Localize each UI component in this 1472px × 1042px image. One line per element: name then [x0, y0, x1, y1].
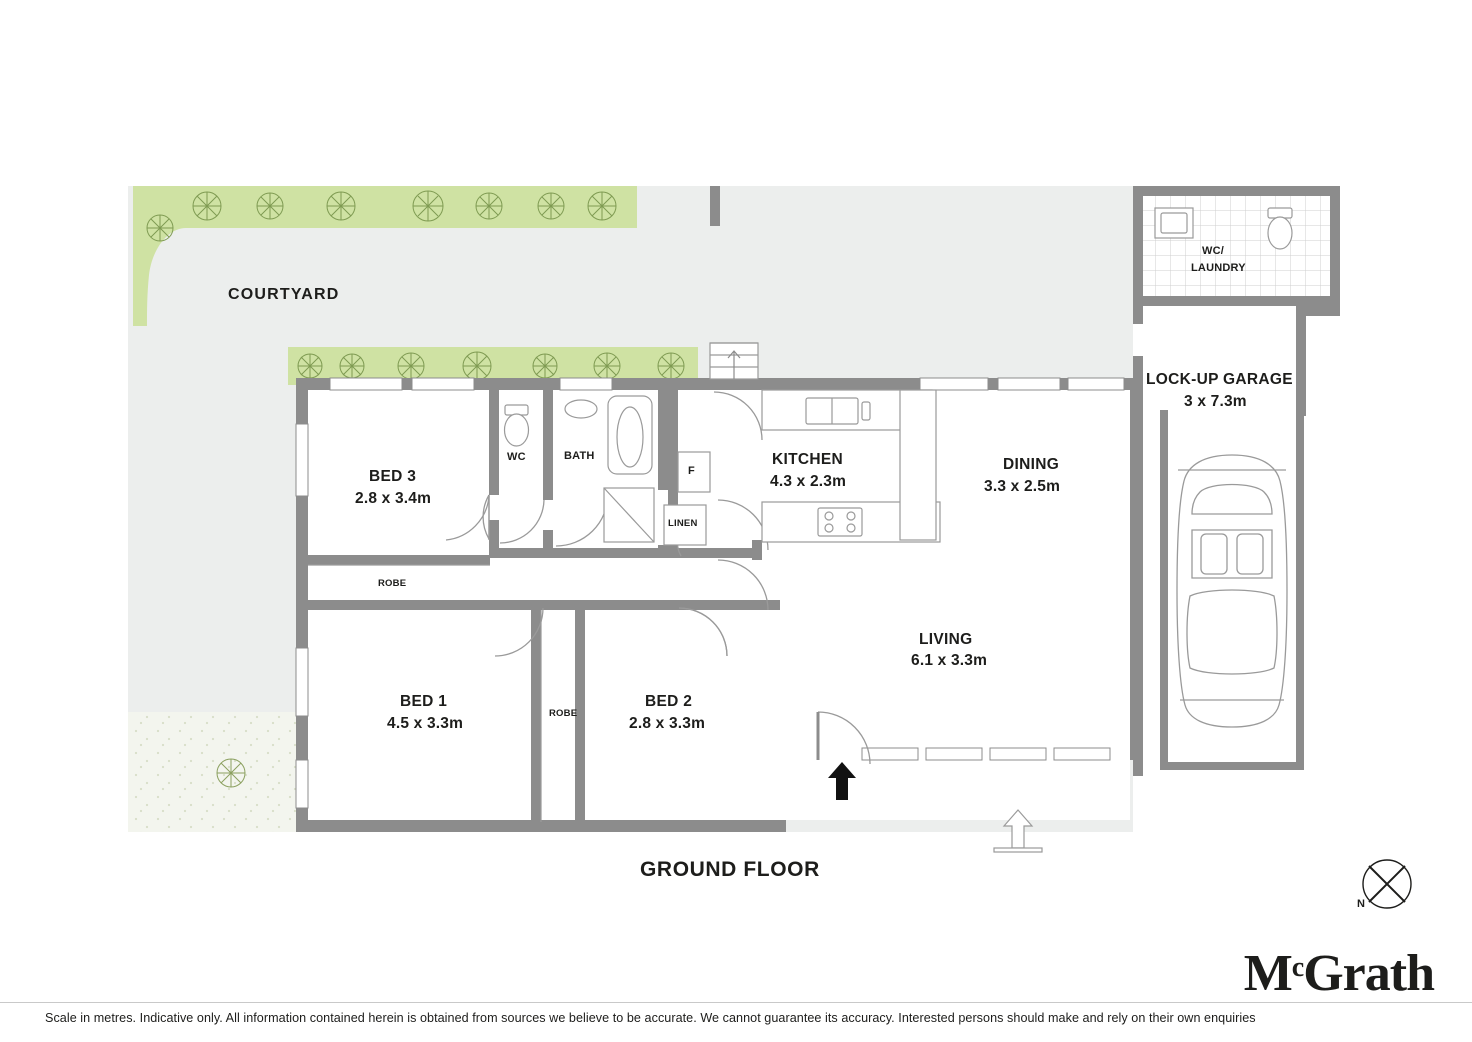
compass-icon: [1363, 860, 1411, 908]
wc-laundry-label-line2: LAUNDRY: [1191, 262, 1246, 274]
fridge-box: [678, 452, 710, 492]
fence-nub: [710, 186, 720, 226]
bath-label: BATH: [564, 450, 595, 462]
stair-arrow-icon: [710, 343, 758, 379]
tree-icon-paving: [217, 759, 245, 787]
dining-dim: 3.3 x 2.5m: [984, 478, 1061, 495]
living-label: LIVING: [919, 631, 973, 648]
kitchen-label: KITCHEN: [772, 451, 843, 468]
bed2-label: BED 2: [645, 693, 693, 710]
toilet-icon-wc: [505, 405, 529, 446]
wc-label: WC: [507, 451, 526, 463]
living-dim: 6.1 x 3.3m: [911, 652, 988, 669]
disclaimer-text: Scale in metres. Indicative only. All information contained herein is obtained from sources we believe to be accurate. We cannot guarantee its accuracy. Interested persons should make and rely on their own enquiries: [45, 1011, 1256, 1025]
courtyard-label: COURTYARD: [228, 286, 340, 303]
robe1-label: ROBE: [378, 578, 407, 589]
brand-logo: [1244, 944, 1434, 1003]
compass-north-label: N: [1357, 898, 1365, 910]
garage-label: LOCK-UP GARAGE: [1146, 371, 1293, 388]
garage-dim: 3 x 7.3m: [1184, 393, 1247, 410]
bed3-dim: 2.8 x 3.4m: [355, 490, 432, 507]
dining-label: DINING: [1003, 456, 1060, 473]
bed1-label: BED 1: [400, 693, 448, 710]
bed1-dim: 4.5 x 3.3m: [387, 715, 464, 732]
bed2-dim: 2.8 x 3.3m: [629, 715, 706, 732]
bed3-label: BED 3: [369, 468, 417, 485]
wc-laundry-label-line1: WC/: [1202, 245, 1224, 257]
brand-sup: c: [1291, 952, 1304, 983]
robe2-label: ROBE: [549, 708, 578, 719]
brand-suffix: Grath: [1303, 945, 1434, 1002]
page-title: GROUND FLOOR: [640, 858, 820, 881]
car-icon: [1177, 455, 1287, 727]
fridge-label: F: [688, 465, 695, 477]
linen-label: LINEN: [668, 518, 698, 529]
brand-prefix: M: [1243, 945, 1292, 1002]
linen-box: [664, 505, 706, 545]
kitchen-dim: 4.3 x 2.3m: [770, 473, 847, 490]
